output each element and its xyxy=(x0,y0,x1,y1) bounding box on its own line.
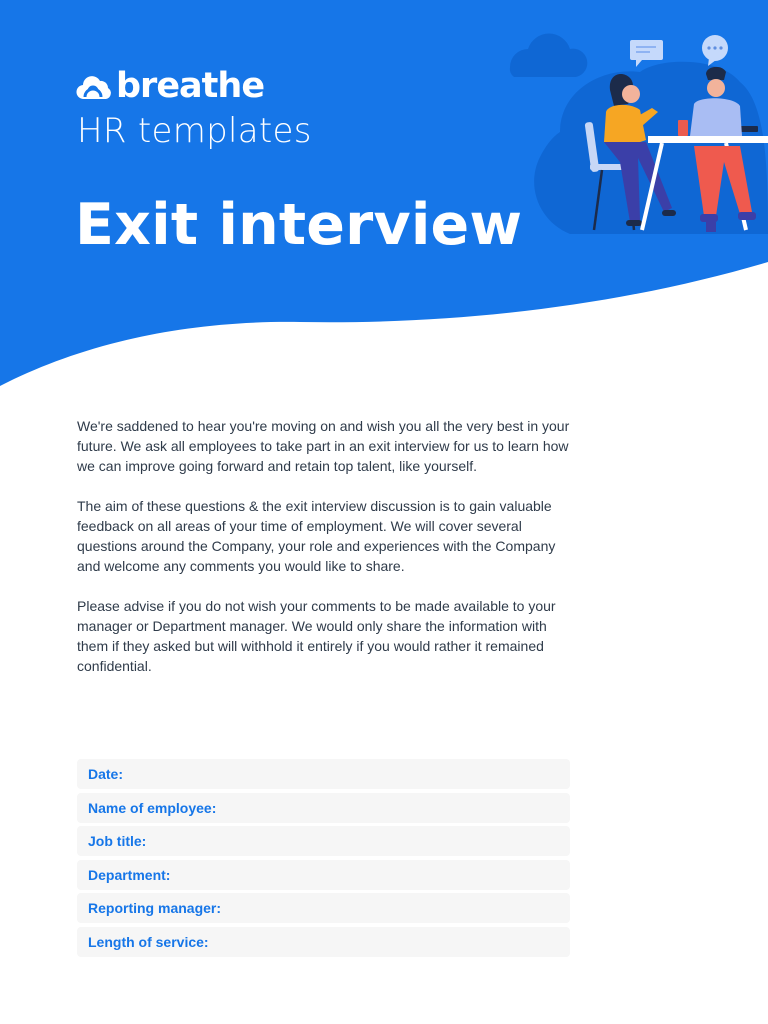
field-label: Length of service: xyxy=(88,933,209,950)
page-title: Exit interview xyxy=(75,192,523,258)
cloud-logo-icon xyxy=(76,71,112,101)
job-title-field[interactable] xyxy=(77,826,570,856)
page-subtitle: HR templates xyxy=(77,111,312,151)
intro-text xyxy=(77,416,577,696)
length-of-service-field[interactable] xyxy=(77,927,570,957)
intro-paragraph: The aim of these questions & the exit interview discussion is to gain valuable feedback on all areas of your time of employment. We will cover several questions around the Company, your role and experiences with the Company and welcome any comments you would like to share. xyxy=(77,498,556,574)
field-label: Date: xyxy=(88,766,124,782)
date-field[interactable] xyxy=(77,759,570,789)
brand-name: breathe xyxy=(116,66,265,106)
employee-details-form xyxy=(77,759,570,960)
brand-logo xyxy=(76,66,264,106)
illustration-two-people-at-table xyxy=(490,12,768,234)
field-label: Job title: xyxy=(88,833,147,849)
field-label: Name of employee: xyxy=(88,799,217,816)
department-field[interactable] xyxy=(77,860,570,890)
intro-paragraph: We're saddened to hear you're moving on and wish you all the very best in your future. We ask all employees to take part in an exit interview for us to learn how we can improve going forward and retain top talent, like yourself. xyxy=(77,418,570,474)
field-label: Department: xyxy=(88,866,171,883)
field-label: Reporting manager: xyxy=(88,900,222,916)
intro-paragraph: Please advise if you do not wish your comments to be made available to your manager or Department manager. We would only share the information with them if they asked but will withhold it entirely if you would rather it remained confidential. xyxy=(77,598,556,674)
employee-name-field[interactable] xyxy=(77,793,570,823)
reporting-manager-field[interactable] xyxy=(77,893,570,923)
